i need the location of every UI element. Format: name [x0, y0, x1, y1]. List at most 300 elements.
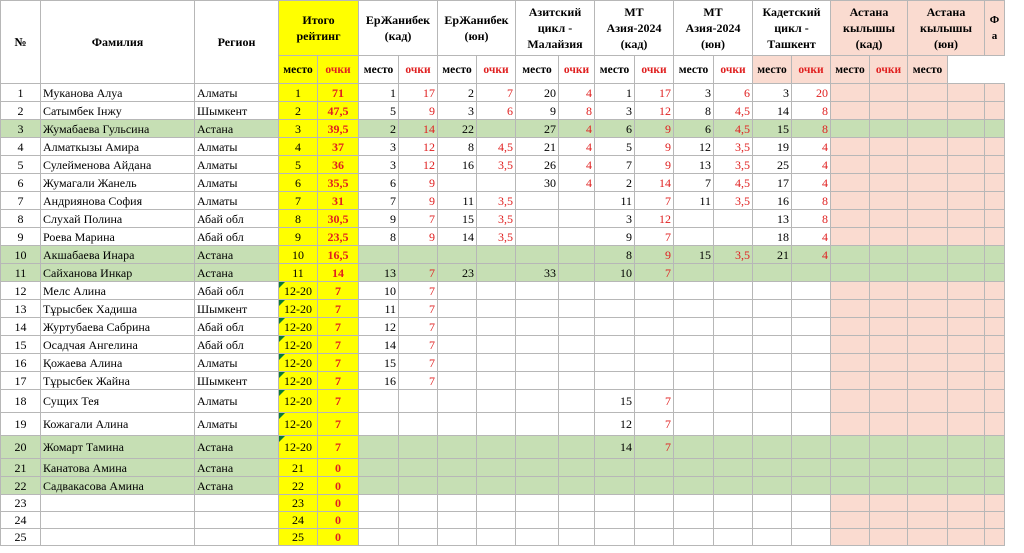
tournament-place-cell[interactable]: 11	[674, 192, 714, 210]
total-points-cell[interactable]: 0	[318, 459, 359, 477]
surname-cell[interactable]: Сатымбек Інжу	[41, 102, 195, 120]
tournament-points-cell[interactable]	[948, 336, 985, 354]
tournament-place-cell[interactable]	[985, 102, 1005, 120]
tournament-points-cell[interactable]	[792, 477, 831, 495]
tournament-points-cell[interactable]: 4	[792, 246, 831, 264]
tournament-points-cell[interactable]: 6	[714, 84, 753, 102]
tournament-place-cell[interactable]: 15	[753, 120, 792, 138]
tournament-place-cell[interactable]: 2	[438, 84, 477, 102]
tournament-points-cell[interactable]	[477, 477, 516, 495]
tournament-place-cell[interactable]: 7	[674, 174, 714, 192]
tournament-points-cell[interactable]	[559, 318, 595, 336]
tournament-place-cell[interactable]	[831, 282, 870, 300]
tournament-place-cell[interactable]	[985, 413, 1005, 436]
tournament-points-cell[interactable]	[714, 413, 753, 436]
tournament-place-cell[interactable]	[753, 413, 792, 436]
surname-cell[interactable]: Жумабаева Гульсина	[41, 120, 195, 138]
tournament-points-cell[interactable]	[477, 120, 516, 138]
tournament-points-cell[interactable]	[477, 264, 516, 282]
tournament-place-cell[interactable]	[674, 354, 714, 372]
tournament-points-cell[interactable]	[792, 318, 831, 336]
subheader-points[interactable]: очки	[559, 56, 595, 84]
region-cell[interactable]	[195, 529, 279, 546]
tournament-points-cell[interactable]	[399, 246, 438, 264]
region-cell[interactable]	[195, 512, 279, 529]
tournament-place-cell[interactable]: 15	[359, 354, 399, 372]
region-cell[interactable]: Астана	[195, 459, 279, 477]
row-number-cell[interactable]: 10	[1, 246, 41, 264]
tournament-place-cell[interactable]	[753, 318, 792, 336]
tournament-points-cell[interactable]: 9	[635, 156, 674, 174]
tournament-points-cell[interactable]	[948, 495, 985, 512]
tournament-points-cell[interactable]: 8	[792, 120, 831, 138]
tournament-points-cell[interactable]	[714, 459, 753, 477]
tournament-points-cell[interactable]	[948, 156, 985, 174]
region-cell[interactable]: Алматы	[195, 192, 279, 210]
tournament-place-cell[interactable]	[985, 529, 1005, 546]
tournament-place-cell[interactable]	[753, 390, 792, 413]
tournament-points-cell[interactable]	[559, 390, 595, 413]
tournament-place-cell[interactable]	[359, 390, 399, 413]
tournament-place-cell[interactable]: 9	[516, 102, 559, 120]
tournament-points-cell[interactable]	[714, 300, 753, 318]
tournament-place-cell[interactable]: 33	[516, 264, 559, 282]
tournament-points-cell[interactable]	[870, 318, 908, 336]
tournament-place-cell[interactable]	[674, 210, 714, 228]
total-points-cell[interactable]: 7	[318, 372, 359, 390]
tournament-points-cell[interactable]: 17	[635, 84, 674, 102]
total-points-cell[interactable]: 7	[318, 282, 359, 300]
region-cell[interactable]: Шымкент	[195, 300, 279, 318]
tournament-place-cell[interactable]	[831, 336, 870, 354]
tournament-place-cell[interactable]	[516, 282, 559, 300]
tournament-place-cell[interactable]	[438, 459, 477, 477]
surname-cell[interactable]: Қожаева Алина	[41, 354, 195, 372]
tournament-points-cell[interactable]	[948, 282, 985, 300]
tournament-place-cell[interactable]	[753, 477, 792, 495]
subheader-place[interactable]: место	[674, 56, 714, 84]
tournament-points-cell[interactable]	[559, 300, 595, 318]
tournament-points-cell[interactable]: 4	[559, 156, 595, 174]
tournament-points-cell[interactable]: 8	[559, 102, 595, 120]
surname-cell[interactable]: Тұрысбек Жайна	[41, 372, 195, 390]
header-group-3[interactable]: Азитский цикл - Малайзия	[516, 1, 595, 56]
tournament-place-cell[interactable]	[438, 512, 477, 529]
tournament-place-cell[interactable]: 3	[438, 102, 477, 120]
tournament-points-cell[interactable]: 8	[792, 192, 831, 210]
region-cell[interactable]: Астана	[195, 436, 279, 459]
subheader-place[interactable]: место	[279, 56, 318, 84]
tournament-place-cell[interactable]	[831, 512, 870, 529]
tournament-place-cell[interactable]: 11	[359, 300, 399, 318]
total-points-cell[interactable]: 71	[318, 84, 359, 102]
tournament-points-cell[interactable]	[714, 264, 753, 282]
tournament-place-cell[interactable]	[516, 512, 559, 529]
region-cell[interactable]: Абай обл	[195, 228, 279, 246]
surname-cell[interactable]: Сущих Тея	[41, 390, 195, 413]
tournament-points-cell[interactable]: 14	[399, 120, 438, 138]
header-surname[interactable]: Фамилия	[41, 1, 195, 84]
tournament-place-cell[interactable]: 15	[438, 210, 477, 228]
tournament-place-cell[interactable]: 21	[753, 246, 792, 264]
tournament-place-cell[interactable]	[516, 192, 559, 210]
region-cell[interactable]: Абай обл	[195, 210, 279, 228]
tournament-place-cell[interactable]	[438, 336, 477, 354]
tournament-place-cell[interactable]	[753, 282, 792, 300]
tournament-place-cell[interactable]	[831, 318, 870, 336]
tournament-place-cell[interactable]	[359, 436, 399, 459]
tournament-place-cell[interactable]	[674, 300, 714, 318]
tournament-points-cell[interactable]: 9	[635, 138, 674, 156]
total-place-cell[interactable]: 12-20	[279, 436, 318, 459]
tournament-points-cell[interactable]	[870, 459, 908, 477]
header-total-rating[interactable]: Итого рейтинг	[279, 1, 359, 56]
tournament-place-cell[interactable]: 14	[438, 228, 477, 246]
tournament-place-cell[interactable]	[595, 336, 635, 354]
tournament-place-cell[interactable]: 16	[359, 372, 399, 390]
tournament-place-cell[interactable]	[831, 436, 870, 459]
tournament-place-cell[interactable]: 18	[753, 228, 792, 246]
subheader-points[interactable]: очки	[870, 56, 908, 84]
surname-cell[interactable]: Осадчая Ангелина	[41, 336, 195, 354]
tournament-place-cell[interactable]	[753, 529, 792, 546]
row-number-cell[interactable]: 7	[1, 192, 41, 210]
tournament-place-cell[interactable]	[753, 354, 792, 372]
tournament-points-cell[interactable]	[714, 210, 753, 228]
total-place-cell[interactable]: 12-20	[279, 336, 318, 354]
region-cell[interactable]: Шымкент	[195, 102, 279, 120]
tournament-place-cell[interactable]	[985, 477, 1005, 495]
tournament-place-cell[interactable]	[595, 300, 635, 318]
tournament-place-cell[interactable]: 23	[438, 264, 477, 282]
surname-cell[interactable]: Андриянова София	[41, 192, 195, 210]
row-number-cell[interactable]: 23	[1, 495, 41, 512]
tournament-place-cell[interactable]	[516, 495, 559, 512]
tournament-place-cell[interactable]	[359, 512, 399, 529]
tournament-points-cell[interactable]	[792, 264, 831, 282]
tournament-points-cell[interactable]	[714, 228, 753, 246]
tournament-place-cell[interactable]: 3	[753, 84, 792, 102]
total-place-cell[interactable]: 1	[279, 84, 318, 102]
tournament-points-cell[interactable]: 7	[635, 413, 674, 436]
surname-cell[interactable]: Жомарт Тамина	[41, 436, 195, 459]
total-points-cell[interactable]: 37	[318, 138, 359, 156]
tournament-points-cell[interactable]	[559, 336, 595, 354]
tournament-place-cell[interactable]: 6	[674, 120, 714, 138]
tournament-points-cell[interactable]	[477, 390, 516, 413]
tournament-place-cell[interactable]: 14	[753, 102, 792, 120]
tournament-place-cell[interactable]	[753, 336, 792, 354]
tournament-place-cell[interactable]	[753, 300, 792, 318]
tournament-place-cell[interactable]	[985, 300, 1005, 318]
tournament-place-cell[interactable]	[908, 174, 948, 192]
tournament-points-cell[interactable]	[714, 318, 753, 336]
header-num[interactable]: №	[1, 1, 41, 84]
subheader-place[interactable]: место	[595, 56, 635, 84]
tournament-place-cell[interactable]: 21	[516, 138, 559, 156]
row-number-cell[interactable]: 1	[1, 84, 41, 102]
tournament-points-cell[interactable]: 12	[399, 138, 438, 156]
tournament-place-cell[interactable]	[985, 459, 1005, 477]
tournament-place-cell[interactable]	[908, 138, 948, 156]
tournament-points-cell[interactable]: 4	[559, 120, 595, 138]
tournament-points-cell[interactable]	[714, 436, 753, 459]
header-group-7[interactable]: Астана кылышы (кад)	[831, 1, 908, 56]
tournament-points-cell[interactable]: 9	[399, 228, 438, 246]
tournament-place-cell[interactable]: 13	[753, 210, 792, 228]
region-cell[interactable]: Алматы	[195, 84, 279, 102]
surname-cell[interactable]: Канатова Амина	[41, 459, 195, 477]
tournament-points-cell[interactable]: 4,5	[477, 138, 516, 156]
tournament-place-cell[interactable]: 22	[438, 120, 477, 138]
tournament-place-cell[interactable]	[753, 459, 792, 477]
tournament-points-cell[interactable]	[948, 300, 985, 318]
tournament-points-cell[interactable]	[477, 300, 516, 318]
tournament-place-cell[interactable]	[516, 318, 559, 336]
tournament-points-cell[interactable]: 4	[559, 138, 595, 156]
tournament-place-cell[interactable]: 6	[595, 120, 635, 138]
tournament-points-cell[interactable]	[792, 390, 831, 413]
tournament-points-cell[interactable]	[714, 336, 753, 354]
tournament-points-cell[interactable]	[635, 477, 674, 495]
tournament-points-cell[interactable]	[559, 436, 595, 459]
tournament-points-cell[interactable]	[477, 495, 516, 512]
subheader-place[interactable]: место	[908, 56, 948, 84]
tournament-points-cell[interactable]	[948, 138, 985, 156]
header-group-2[interactable]: ЕрЖанибек (юн)	[438, 1, 516, 56]
tournament-points-cell[interactable]	[870, 495, 908, 512]
tournament-points-cell[interactable]: 7	[635, 228, 674, 246]
tournament-points-cell[interactable]	[559, 459, 595, 477]
tournament-place-cell[interactable]	[674, 228, 714, 246]
tournament-points-cell[interactable]	[792, 372, 831, 390]
tournament-points-cell[interactable]	[948, 459, 985, 477]
tournament-points-cell[interactable]	[635, 318, 674, 336]
tournament-place-cell[interactable]	[438, 246, 477, 264]
tournament-points-cell[interactable]	[792, 354, 831, 372]
tournament-place-cell[interactable]: 15	[595, 390, 635, 413]
tournament-place-cell[interactable]	[985, 84, 1005, 102]
tournament-points-cell[interactable]: 7	[399, 300, 438, 318]
tournament-points-cell[interactable]: 12	[635, 102, 674, 120]
tournament-points-cell[interactable]	[714, 512, 753, 529]
tournament-points-cell[interactable]	[948, 372, 985, 390]
tournament-points-cell[interactable]	[948, 210, 985, 228]
tournament-place-cell[interactable]	[908, 354, 948, 372]
tournament-points-cell[interactable]	[948, 436, 985, 459]
row-number-cell[interactable]: 19	[1, 413, 41, 436]
tournament-place-cell[interactable]	[831, 192, 870, 210]
total-points-cell[interactable]: 0	[318, 477, 359, 495]
tournament-points-cell[interactable]: 3,5	[477, 192, 516, 210]
tournament-place-cell[interactable]	[753, 512, 792, 529]
tournament-points-cell[interactable]	[870, 138, 908, 156]
tournament-points-cell[interactable]	[870, 477, 908, 495]
tournament-place-cell[interactable]: 7	[359, 192, 399, 210]
row-number-cell[interactable]: 22	[1, 477, 41, 495]
tournament-points-cell[interactable]	[870, 372, 908, 390]
total-place-cell[interactable]: 25	[279, 529, 318, 546]
tournament-place-cell[interactable]: 8	[359, 228, 399, 246]
tournament-points-cell[interactable]: 3,5	[714, 156, 753, 174]
tournament-place-cell[interactable]	[674, 264, 714, 282]
row-number-cell[interactable]: 14	[1, 318, 41, 336]
surname-cell[interactable]: Журтубаева Сабрина	[41, 318, 195, 336]
tournament-points-cell[interactable]: 9	[399, 174, 438, 192]
tournament-place-cell[interactable]	[831, 354, 870, 372]
tournament-points-cell[interactable]	[948, 246, 985, 264]
tournament-place-cell[interactable]	[674, 336, 714, 354]
tournament-place-cell[interactable]	[516, 246, 559, 264]
tournament-place-cell[interactable]: 27	[516, 120, 559, 138]
tournament-place-cell[interactable]	[985, 354, 1005, 372]
surname-cell[interactable]: Кожагали Алина	[41, 413, 195, 436]
tournament-place-cell[interactable]	[831, 372, 870, 390]
tournament-points-cell[interactable]: 12	[635, 210, 674, 228]
subheader-points[interactable]: очки	[399, 56, 438, 84]
tournament-place-cell[interactable]	[985, 282, 1005, 300]
tournament-place-cell[interactable]	[908, 192, 948, 210]
tournament-points-cell[interactable]	[792, 336, 831, 354]
subheader-place[interactable]: место	[753, 56, 792, 84]
tournament-points-cell[interactable]: 7	[399, 318, 438, 336]
tournament-place-cell[interactable]	[438, 318, 477, 336]
tournament-points-cell[interactable]	[792, 459, 831, 477]
tournament-points-cell[interactable]	[948, 477, 985, 495]
row-number-cell[interactable]: 17	[1, 372, 41, 390]
tournament-place-cell[interactable]	[516, 477, 559, 495]
tournament-place-cell[interactable]	[595, 512, 635, 529]
tournament-place-cell[interactable]: 26	[516, 156, 559, 174]
tournament-points-cell[interactable]	[399, 459, 438, 477]
tournament-place-cell[interactable]	[831, 413, 870, 436]
tournament-points-cell[interactable]	[477, 372, 516, 390]
tournament-points-cell[interactable]	[635, 300, 674, 318]
tournament-place-cell[interactable]	[908, 372, 948, 390]
tournament-points-cell[interactable]	[399, 477, 438, 495]
total-place-cell[interactable]: 2	[279, 102, 318, 120]
header-group-8[interactable]: Астана кылышы (юн)	[908, 1, 985, 56]
tournament-points-cell[interactable]: 9	[399, 102, 438, 120]
tournament-points-cell[interactable]	[870, 300, 908, 318]
tournament-place-cell[interactable]: 11	[438, 192, 477, 210]
surname-cell[interactable]: Муканова Алуа	[41, 84, 195, 102]
tournament-place-cell[interactable]	[359, 246, 399, 264]
tournament-points-cell[interactable]	[559, 354, 595, 372]
tournament-place-cell[interactable]: 5	[595, 138, 635, 156]
tournament-points-cell[interactable]	[714, 529, 753, 546]
tournament-points-cell[interactable]	[870, 192, 908, 210]
total-place-cell[interactable]: 22	[279, 477, 318, 495]
tournament-points-cell[interactable]	[792, 512, 831, 529]
tournament-points-cell[interactable]	[399, 436, 438, 459]
tournament-place-cell[interactable]	[438, 529, 477, 546]
row-number-cell[interactable]: 12	[1, 282, 41, 300]
tournament-points-cell[interactable]: 8	[792, 102, 831, 120]
tournament-points-cell[interactable]	[870, 264, 908, 282]
tournament-points-cell[interactable]	[477, 318, 516, 336]
tournament-points-cell[interactable]	[399, 390, 438, 413]
region-cell[interactable]: Алматы	[195, 413, 279, 436]
total-points-cell[interactable]: 23,5	[318, 228, 359, 246]
tournament-place-cell[interactable]: 25	[753, 156, 792, 174]
tournament-place-cell[interactable]: 2	[359, 120, 399, 138]
tournament-place-cell[interactable]	[516, 336, 559, 354]
tournament-place-cell[interactable]	[438, 372, 477, 390]
row-number-cell[interactable]: 24	[1, 512, 41, 529]
tournament-place-cell[interactable]	[985, 120, 1005, 138]
tournament-points-cell[interactable]	[477, 336, 516, 354]
surname-cell[interactable]: Жумагали Жанель	[41, 174, 195, 192]
tournament-place-cell[interactable]: 7	[595, 156, 635, 174]
tournament-place-cell[interactable]	[674, 529, 714, 546]
tournament-place-cell[interactable]: 8	[674, 102, 714, 120]
tournament-points-cell[interactable]: 3,5	[477, 210, 516, 228]
tournament-points-cell[interactable]	[559, 495, 595, 512]
tournament-place-cell[interactable]	[908, 84, 948, 102]
tournament-place-cell[interactable]: 9	[595, 228, 635, 246]
tournament-place-cell[interactable]	[674, 436, 714, 459]
tournament-place-cell[interactable]: 13	[359, 264, 399, 282]
tournament-place-cell[interactable]	[753, 495, 792, 512]
total-place-cell[interactable]: 12-20	[279, 354, 318, 372]
tournament-points-cell[interactable]: 4	[792, 228, 831, 246]
total-place-cell[interactable]: 24	[279, 512, 318, 529]
tournament-points-cell[interactable]: 7	[399, 210, 438, 228]
region-cell[interactable]: Алматы	[195, 174, 279, 192]
tournament-points-cell[interactable]: 4	[792, 156, 831, 174]
tournament-place-cell[interactable]: 11	[595, 192, 635, 210]
total-place-cell[interactable]: 8	[279, 210, 318, 228]
surname-cell[interactable]: Роева Марина	[41, 228, 195, 246]
tournament-points-cell[interactable]: 3,5	[477, 228, 516, 246]
tournament-points-cell[interactable]	[870, 436, 908, 459]
tournament-place-cell[interactable]	[438, 477, 477, 495]
tournament-place-cell[interactable]	[674, 477, 714, 495]
tournament-place-cell[interactable]	[831, 495, 870, 512]
region-cell[interactable]: Абай обл	[195, 336, 279, 354]
tournament-points-cell[interactable]: 7	[635, 192, 674, 210]
tournament-place-cell[interactable]	[908, 390, 948, 413]
region-cell[interactable]: Алматы	[195, 390, 279, 413]
tournament-points-cell[interactable]	[714, 372, 753, 390]
tournament-place-cell[interactable]: 6	[359, 174, 399, 192]
tournament-points-cell[interactable]: 4,5	[714, 102, 753, 120]
total-points-cell[interactable]: 7	[318, 318, 359, 336]
tournament-place-cell[interactable]	[908, 246, 948, 264]
total-place-cell[interactable]: 12-20	[279, 318, 318, 336]
tournament-place-cell[interactable]	[831, 246, 870, 264]
tournament-place-cell[interactable]: 16	[438, 156, 477, 174]
row-number-cell[interactable]: 2	[1, 102, 41, 120]
subheader-points[interactable]: очки	[792, 56, 831, 84]
tournament-place-cell[interactable]: 3	[359, 138, 399, 156]
tournament-place-cell[interactable]	[985, 264, 1005, 282]
tournament-points-cell[interactable]	[559, 477, 595, 495]
tournament-points-cell[interactable]: 9	[399, 192, 438, 210]
tournament-place-cell[interactable]	[908, 120, 948, 138]
tournament-place-cell[interactable]	[908, 264, 948, 282]
surname-cell[interactable]: Сулейменова Айдана	[41, 156, 195, 174]
row-number-cell[interactable]: 5	[1, 156, 41, 174]
tournament-points-cell[interactable]	[870, 246, 908, 264]
total-place-cell[interactable]: 5	[279, 156, 318, 174]
tournament-points-cell[interactable]	[870, 102, 908, 120]
tournament-points-cell[interactable]: 7	[399, 354, 438, 372]
tournament-place-cell[interactable]: 13	[674, 156, 714, 174]
tournament-place-cell[interactable]	[359, 477, 399, 495]
tournament-place-cell[interactable]	[438, 436, 477, 459]
